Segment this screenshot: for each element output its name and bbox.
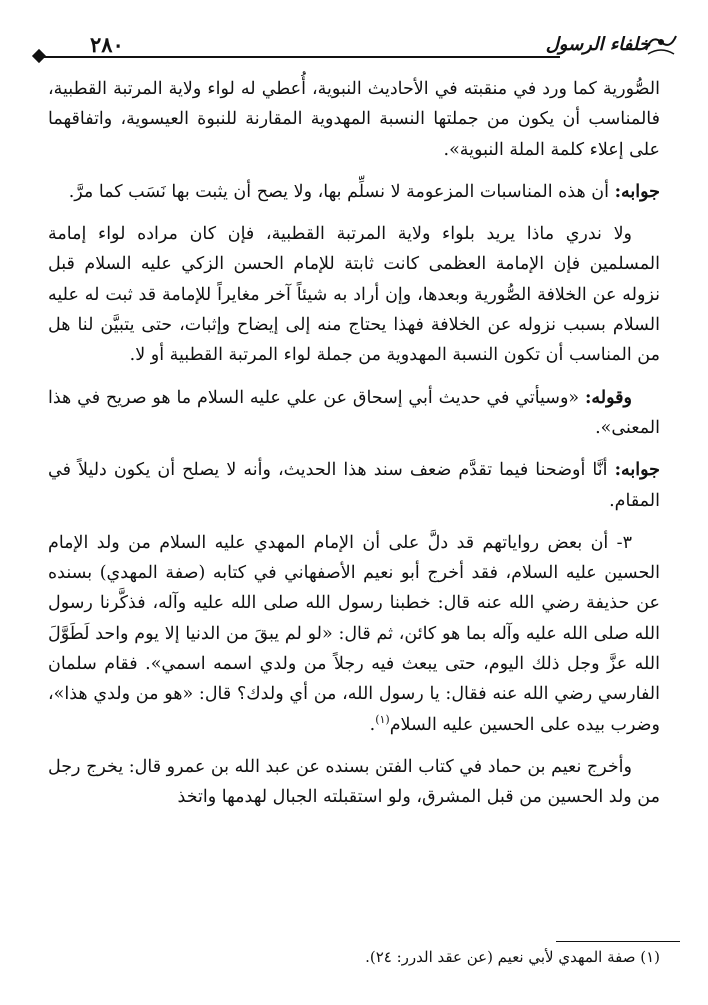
paragraph: وأخرج نعيم بن حماد في كتاب الفتن بسنده عن عبد الله بن عمرو قال: يخرج رجل من ولد الحسين من قبل المشرق، ولو استقبلته الجبال لهدمها واتخذ xyxy=(47,756,660,808)
footnote-rule xyxy=(556,941,680,942)
paragraph: جوابه: أنَّا أوضحنا فيما تقدَّم ضعف سند هذا الحديث، وأنه لا يصلح أن يكون دليلاً في المقام. xyxy=(48,460,660,511)
page-header xyxy=(34,30,678,74)
paragraph: ٣- أن بعض رواياتهم قد دلَّ على أن الإمام المهدي عليه السلام من ولد الإمام الحسين عليه السلام، فقد أخرج أبو نعيم الأصفهاني في كتابه (صفة المهدي) بسنده عن حذيفة رضي الله عنه قال: خطبنا رسول الله صلى الله عليه وآله، فذكَّرنا رسول الله صلى الله عليه وآله بما هو كائن، ثم قال: «لو لم يبقَ من الدنيا إلا يوم واحد لَطَوَّلَ الله عزَّ وجل ذلك اليوم، حتى يبعث فيه رجلاً من ولدي اسمه اسمي». فقام سلمان الفارسي رضي الله عنه فقال: يا رسول الله، من أي ولدك؟ قال: «هو من ولدي هذا»، وضرب بيده على الحسين عليه السلام$^{(١)}$. xyxy=(48,532,660,735)
paragraph-label: جوابه: xyxy=(614,181,660,202)
paragraph-label: وقوله: xyxy=(584,387,632,408)
paragraph: وقوله: «وسيأتي في حديث أبي إسحاق عن علي عليه السلام ما هو صريح في هذا المعنى». xyxy=(48,387,660,438)
page-body xyxy=(48,74,660,825)
paragraph: الصُّورية كما ورد في منقبته في الأحاديث النبوية، أُعطي له لواء ولاية المرتبة القطبية، فالمناسب أن يكون من جملتها النسبة المهدوية المقارنة للنبوة العيسوية، واتفاقهما على إعلاء كلمة الملة النبوية». xyxy=(48,79,660,160)
paragraph: جوابه: أن هذه المناسبات المزعومة لا نسلِّم بها، ولا يصح أن يثبت بها نَسَب كما مرَّ. xyxy=(68,181,660,202)
book-title: خلفاء الرسول xyxy=(545,34,650,55)
footnote: (١) صفة المهدي لأبي نعيم (عن عقد الدرر: ٢٤). xyxy=(365,948,660,966)
paragraph-label: جوابه: xyxy=(614,460,660,481)
page-number: ٢٨٠ xyxy=(90,32,124,57)
footnote-reference: (١) xyxy=(375,712,390,726)
paragraph: ولا ندري ماذا يريد بلواء ولاية المرتبة القطبية، فإن كان مراده لواء إمامة المسلمين فإن الإمامة العظمى كانت ثابتة للإمام الحسن الزكي عليه السلام قبل نزوله عن الخلافة الصُّورية وبعدها، وإن أراد به شيئاً آخر مغايراً للإمامة قد ثبت له عليه السلام بسبب نزوله عن الخلافة فهذا يحتاج منه إلى إيضاح وإثبات، حتى يتبيَّن لنا هل من المناسب أن تكون النسبة المهدوية من جملة لواء المرتبة القطبية أو لا. xyxy=(48,224,660,366)
floral-ornament-icon xyxy=(644,30,678,58)
